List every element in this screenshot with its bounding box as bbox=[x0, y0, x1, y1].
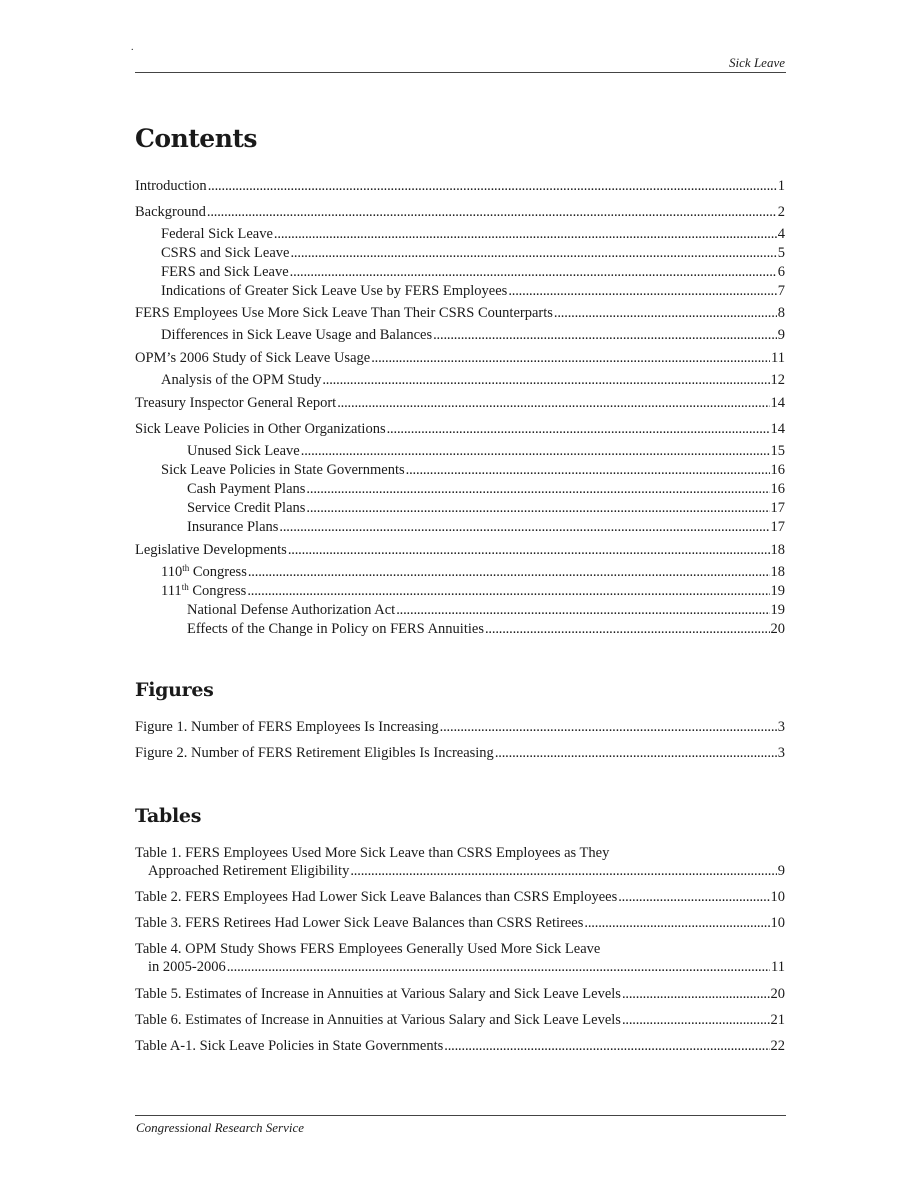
toc-entry-title: Sick Leave Policies in State Governments bbox=[161, 462, 405, 478]
table-entry[interactable] bbox=[135, 958, 785, 976]
toc-entry[interactable] bbox=[135, 203, 785, 221]
table-entry[interactable] bbox=[135, 888, 785, 906]
table-entry-title: Table 2. FERS Employees Had Lower Sick Leave Balances than CSRS Employees bbox=[135, 889, 618, 905]
toc-entry[interactable] bbox=[135, 582, 785, 600]
toc-entry-page: 5 bbox=[777, 245, 785, 261]
table-entry[interactable] bbox=[135, 862, 785, 880]
toc-entry-title: Cash Payment Plans bbox=[187, 481, 306, 497]
figure-entry[interactable] bbox=[135, 718, 785, 736]
toc-entry-page: 1 bbox=[777, 178, 785, 194]
figure-entry-title: Figure 2. Number of FERS Retirement Eligibles Is Increasing bbox=[135, 745, 494, 761]
toc-entry-page: 19 bbox=[770, 583, 785, 599]
toc-entry-title: Analysis of the OPM Study bbox=[161, 372, 322, 388]
tables-heading: Tables bbox=[135, 805, 202, 827]
toc-entry-page: 11 bbox=[771, 350, 785, 366]
table-entry-page: 20 bbox=[770, 986, 785, 1002]
toc-entry-page: 6 bbox=[777, 264, 785, 280]
table-entry-page: 10 bbox=[770, 889, 785, 905]
table-entry-title: Table 5. Estimates of Increase in Annuities at Various Salary and Sick Leave Levels bbox=[135, 986, 621, 1002]
toc-entry[interactable] bbox=[135, 326, 785, 344]
toc-entry-page: 7 bbox=[777, 283, 785, 299]
toc-entry[interactable] bbox=[135, 442, 785, 460]
toc-entry[interactable] bbox=[135, 461, 785, 479]
toc-entry-title bbox=[161, 582, 246, 600]
toc-entry-page: 20 bbox=[770, 621, 785, 637]
contents-heading: Contents bbox=[135, 124, 258, 153]
toc-entry[interactable] bbox=[135, 394, 785, 412]
toc-entry[interactable] bbox=[135, 263, 785, 281]
toc-entry-title: Unused Sick Leave bbox=[187, 443, 300, 459]
toc-entry[interactable] bbox=[135, 225, 785, 243]
toc-entry-page: 14 bbox=[770, 395, 785, 411]
toc-entry-title: Service Credit Plans bbox=[187, 500, 306, 516]
toc-entry[interactable] bbox=[135, 620, 785, 638]
toc-entry-page: 8 bbox=[777, 305, 785, 321]
toc-entry-title: OPM’s 2006 Study of Sick Leave Usage bbox=[135, 350, 371, 366]
toc-entry-page: 4 bbox=[777, 226, 785, 242]
toc-entry[interactable] bbox=[135, 420, 785, 438]
table-entry-first-line[interactable]: Table 4. OPM Study Shows FERS Employees Generally Used More Sick Leave bbox=[135, 941, 601, 957]
table-entry-title: Table 3. FERS Retirees Had Lower Sick Leave Balances than CSRS Retirees bbox=[135, 915, 584, 931]
toc-entry[interactable] bbox=[135, 541, 785, 559]
footer-text: Congressional Research Service bbox=[136, 1120, 304, 1135]
toc-entry[interactable] bbox=[135, 518, 785, 536]
figure-entry-page: 3 bbox=[777, 745, 785, 761]
figure-entry-page: 3 bbox=[777, 719, 785, 735]
toc-entry[interactable] bbox=[135, 244, 785, 262]
toc-entry-title: Effects of the Change in Policy on FERS Annuities bbox=[187, 621, 484, 637]
toc-entry[interactable] bbox=[135, 282, 785, 300]
toc-entry[interactable] bbox=[135, 304, 785, 322]
toc-entry-title: Federal Sick Leave bbox=[161, 226, 273, 242]
toc-entry-title: Legislative Developments bbox=[135, 542, 287, 558]
toc-entry-title: Differences in Sick Leave Usage and Balances bbox=[161, 327, 433, 343]
table-entry-page: 9 bbox=[777, 863, 785, 879]
running-head: Sick Leave bbox=[729, 55, 785, 70]
figure-entry[interactable] bbox=[135, 744, 785, 762]
table-entry-title: Approached Retirement Eligibility bbox=[148, 863, 350, 879]
toc-entry-title: FERS and Sick Leave bbox=[161, 264, 289, 280]
figures-heading: Figures bbox=[135, 679, 214, 701]
table-entry-page: 21 bbox=[770, 1012, 785, 1028]
congress-label: Congress bbox=[188, 583, 247, 599]
toc-entry-page: 17 bbox=[770, 500, 785, 516]
table-entry-title: Table A-1. Sick Leave Policies in State Governments bbox=[135, 1038, 444, 1054]
toc-entry-page: 16 bbox=[770, 481, 785, 497]
toc-entry[interactable] bbox=[135, 563, 785, 581]
toc-entry-title: National Defense Authorization Act bbox=[187, 602, 396, 618]
toc-entry-page: 18 bbox=[770, 542, 785, 558]
toc-entry-title: Treasury Inspector General Report bbox=[135, 395, 337, 411]
figure-entry-title: Figure 1. Number of FERS Employees Is Increasing bbox=[135, 719, 439, 735]
ordinal-suffix: th bbox=[182, 563, 190, 573]
footer-rule bbox=[135, 1115, 786, 1116]
table-entry-first-line[interactable]: Table 1. FERS Employees Used More Sick Leave than CSRS Employees as They bbox=[135, 845, 610, 861]
table-entry-title: in 2005-2006 bbox=[148, 959, 226, 975]
toc-entry-title: Insurance Plans bbox=[187, 519, 279, 535]
toc-entry-title: FERS Employees Use More Sick Leave Than Their CSRS Counterparts bbox=[135, 305, 553, 321]
toc-entry-title: Background bbox=[135, 204, 206, 220]
congress-number: 110 bbox=[161, 564, 183, 580]
toc-entry-page: 2 bbox=[777, 204, 785, 220]
toc-entry-title: Sick Leave Policies in Other Organizations bbox=[135, 421, 386, 437]
toc-entry[interactable] bbox=[135, 177, 785, 195]
table-entry[interactable] bbox=[135, 914, 785, 932]
table-entry-page: 22 bbox=[770, 1038, 785, 1054]
toc-entry-page: 16 bbox=[770, 462, 785, 478]
toc-entry[interactable] bbox=[135, 371, 785, 389]
toc-entry[interactable] bbox=[135, 499, 785, 517]
toc-entry-title: Indications of Greater Sick Leave Use by FERS Employees bbox=[161, 283, 508, 299]
toc-entry[interactable] bbox=[135, 601, 785, 619]
toc-entry-page: 15 bbox=[770, 443, 785, 459]
stray-mark: . bbox=[131, 42, 134, 53]
table-entry-page: 10 bbox=[770, 915, 785, 931]
table-entry-title: Table 6. Estimates of Increase in Annuities at Various Salary and Sick Leave Levels bbox=[135, 1012, 621, 1028]
ordinal-suffix: th bbox=[181, 582, 189, 592]
toc-entry-page: 17 bbox=[770, 519, 785, 535]
congress-label: Congress bbox=[189, 564, 247, 580]
toc-entry-page: 12 bbox=[770, 372, 785, 388]
table-entry[interactable] bbox=[135, 1037, 785, 1055]
toc-entry-page: 14 bbox=[770, 421, 785, 437]
toc-entry-title bbox=[161, 563, 247, 581]
toc-entry[interactable] bbox=[135, 349, 785, 367]
toc-entry-title: CSRS and Sick Leave bbox=[161, 245, 290, 261]
table-entry-page: 11 bbox=[771, 959, 785, 975]
toc-entry-title: Introduction bbox=[135, 178, 207, 194]
table-entry[interactable] bbox=[135, 985, 785, 1003]
toc-entry-page: 9 bbox=[777, 327, 785, 343]
toc-entry-page: 18 bbox=[770, 564, 785, 580]
toc-entry-page: 19 bbox=[770, 602, 785, 618]
table-entry[interactable] bbox=[135, 1011, 785, 1029]
congress-number: 111 bbox=[161, 583, 182, 599]
toc-entry[interactable] bbox=[135, 480, 785, 498]
header-rule bbox=[135, 72, 786, 73]
